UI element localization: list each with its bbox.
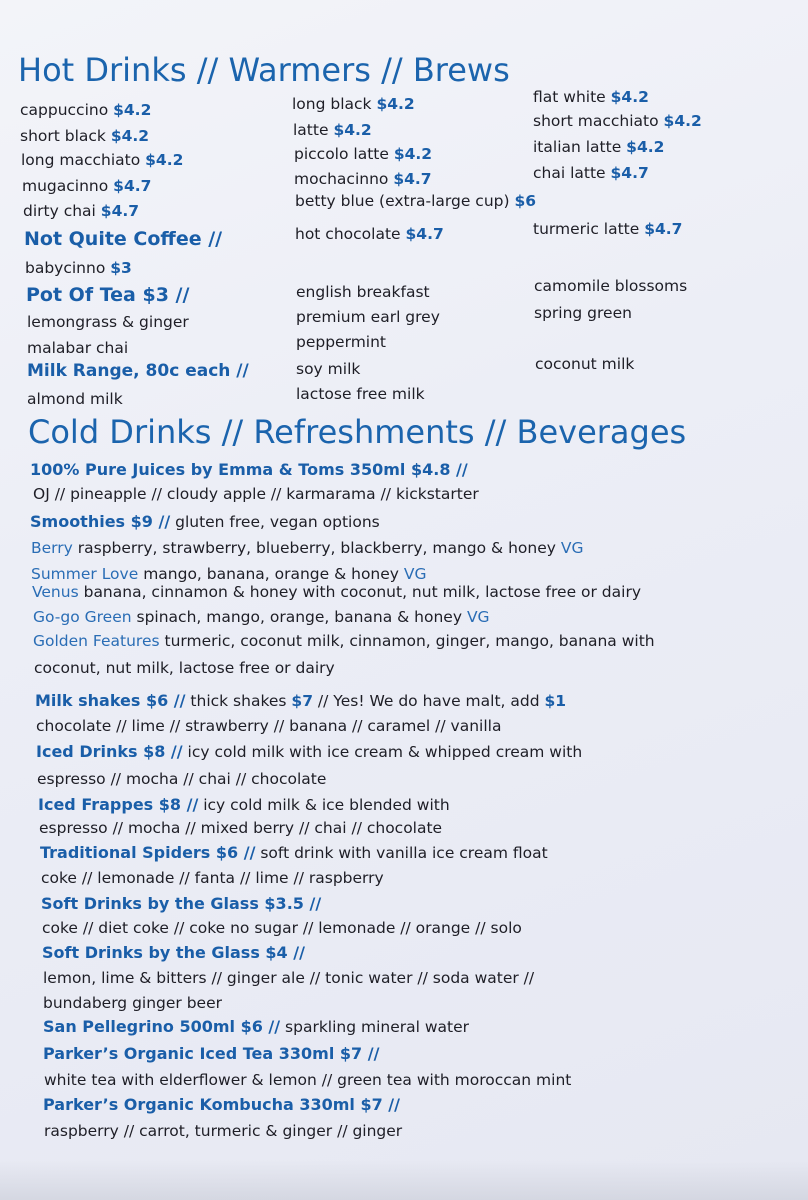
soft-drinks-list: coke // diet coke // coke no sugar // lemonade // orange // solo — [42, 919, 522, 937]
smoothie-item: Venus banana, cinnamon & honey with coconut, nut milk, lactose free or dairy — [32, 583, 642, 601]
menu-item: turmeric latte $4.7 — [533, 220, 683, 238]
page-shadow — [0, 1160, 808, 1200]
juices-list: OJ // pineapple // cloudy apple // karmarama // kickstarter — [33, 485, 479, 503]
pot-of-tea-heading: Pot Of Tea $3 // — [26, 284, 190, 306]
iced-drinks-list: espresso // mocha // chai // chocolate — [37, 770, 327, 788]
soft-drinks-heading: Soft Drinks by the Glass $3.5 // — [41, 894, 322, 913]
menu-item: short black $4.2 — [20, 127, 150, 145]
menu-item: premium earl grey — [296, 308, 440, 326]
soft-drinks-list-2: lemon, lime & bitters // ginger ale // tonic water // soda water // — [43, 969, 535, 987]
smoothie-item-continued: coconut, nut milk, lactose free or dairy — [34, 659, 335, 677]
smoothie-item: Golden Features turmeric, coconut milk, cinnamon, ginger, mango, banana with — [33, 632, 655, 650]
menu-item: babycinno $3 — [25, 259, 132, 277]
menu-item: mugacinno $4.7 — [22, 177, 152, 195]
menu-item: peppermint — [296, 333, 386, 351]
menu-item: short macchiato $4.2 — [533, 112, 702, 130]
spiders-list: coke // lemonade // fanta // lime // raspberry — [41, 869, 384, 887]
soft-drinks-list-2-cont: bundaberg ginger beer — [43, 994, 222, 1012]
smoothie-item: Summer Love mango, banana, orange & honey VG — [31, 565, 427, 583]
iced-tea-heading: Parker’s Organic Iced Tea 330ml $7 // — [43, 1044, 380, 1063]
iced-frappes-line: Iced Frappes $8 // icy cold milk & ice blended with — [38, 795, 450, 814]
menu-item: piccolo latte $4.2 — [294, 145, 433, 163]
menu-item: chai latte $4.7 — [533, 164, 649, 182]
hot-drinks-title: Hot Drinks // Warmers // Brews — [18, 51, 510, 89]
menu-item: almond milk — [27, 390, 123, 408]
menu-item: english breakfast — [296, 283, 430, 301]
kombucha-list: raspberry // carrot, turmeric & ginger // ginger — [44, 1122, 403, 1140]
smoothies-line: Smoothies $9 // gluten free, vegan options — [30, 512, 380, 531]
menu-item: long macchiato $4.2 — [21, 151, 184, 169]
iced-drinks-line: Iced Drinks $8 // icy cold milk with ice cream & whipped cream with — [36, 742, 583, 761]
menu-item: lactose free milk — [296, 385, 425, 403]
menu-item: italian latte $4.2 — [533, 138, 665, 156]
menu-item: malabar chai — [27, 339, 129, 357]
iced-frappes-heading: Iced Frappes $8 // — [38, 795, 199, 814]
spiders-heading: Traditional Spiders $6 // — [40, 843, 256, 862]
milkshakes-list: chocolate // lime // strawberry // banana // caramel // vanilla — [36, 717, 502, 735]
soft-drinks-heading-2: Soft Drinks by the Glass $4 // — [42, 943, 305, 962]
smoothie-item: Berry raspberry, strawberry, blueberry, blackberry, mango & honey VG — [31, 539, 584, 557]
iced-frappes-list: espresso // mocha // mixed berry // chai // chocolate — [39, 819, 443, 837]
iced-tea-list: white tea with elderflower & lemon // green tea with moroccan mint — [44, 1071, 572, 1089]
menu-item: lemongrass & ginger — [27, 313, 189, 331]
smoothie-item: Go-go Green spinach, mango, orange, banana & honey VG — [33, 608, 490, 626]
spiders-line: Traditional Spiders $6 // soft drink with vanilla ice cream float — [40, 843, 548, 862]
iced-drinks-heading: Iced Drinks $8 // — [36, 742, 183, 761]
menu-item: betty blue (extra-large cup) $6 — [295, 192, 537, 210]
menu-item: latte $4.2 — [293, 121, 372, 139]
menu-item: spring green — [534, 304, 632, 322]
not-quite-coffee-heading: Not Quite Coffee // — [24, 228, 223, 250]
kombucha-heading: Parker’s Organic Kombucha 330ml $7 // — [43, 1095, 400, 1114]
pellegrino-line: San Pellegrino 500ml $6 // sparkling mineral water — [43, 1017, 470, 1036]
cold-drinks-title: Cold Drinks // Refreshments // Beverages — [28, 413, 687, 451]
menu-item: cappuccino $4.2 — [20, 101, 152, 119]
smoothies-heading: Smoothies $9 // — [30, 512, 171, 531]
menu-item: dirty chai $4.7 — [23, 202, 140, 220]
menu-item: mochacinno $4.7 — [294, 170, 432, 188]
menu-item: hot chocolate $4.7 — [295, 225, 444, 243]
milkshakes-line: Milk shakes $6 // thick shakes $7 // Yes! We do have malt, add $1 — [35, 691, 567, 710]
milk-range-heading: Milk Range, 80c each // — [27, 361, 249, 381]
menu-item: camomile blossoms — [534, 277, 688, 295]
menu-item: soy milk — [296, 360, 361, 378]
milkshakes-heading: Milk shakes $6 // — [35, 691, 186, 710]
pellegrino-heading: San Pellegrino 500ml $6 // — [43, 1017, 281, 1036]
menu-item: long black $4.2 — [292, 95, 415, 113]
menu-item: flat white $4.2 — [533, 88, 649, 106]
juices-heading: 100% Pure Juices by Emma & Toms 350ml $4.8 // — [30, 460, 468, 479]
menu-item: coconut milk — [535, 355, 635, 373]
